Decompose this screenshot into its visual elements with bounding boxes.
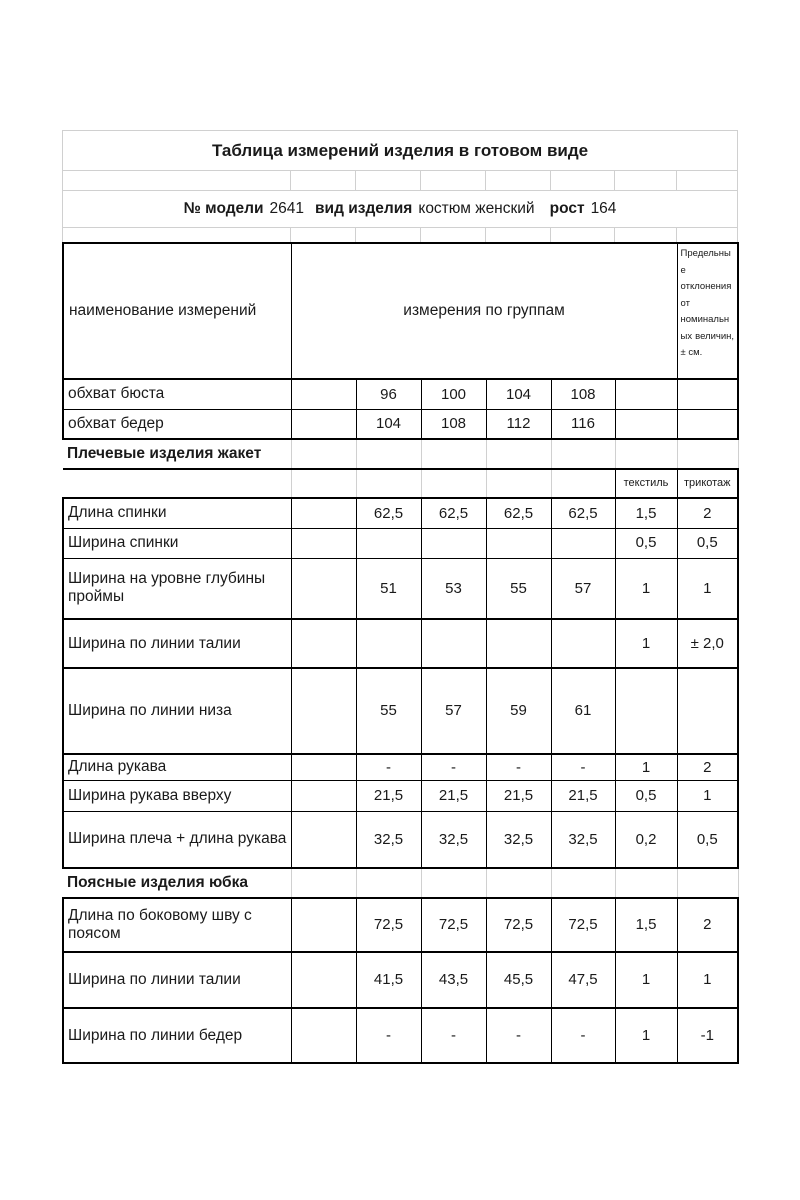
row-label: Длина рукава — [63, 754, 291, 780]
page-title: Таблица измерений изделия в готовом виде — [63, 131, 738, 171]
empty-cell — [291, 811, 356, 868]
empty-cell — [291, 619, 356, 668]
tolerance-value-cell: ± 2,0 — [677, 619, 738, 668]
row-label: Ширина плеча + длина рукава — [63, 811, 291, 868]
tolerance-value-cell: 1 — [677, 952, 738, 1008]
row-label: Длина спинки — [63, 498, 291, 528]
measurement-value-cell: - — [356, 754, 421, 780]
tolerance-value-cell: -1 — [677, 1008, 738, 1063]
measurement-value-cell: 62,5 — [356, 498, 421, 528]
tolerance-value-cell — [677, 668, 738, 754]
table-row — [63, 439, 738, 469]
empty-cell — [421, 228, 486, 243]
table-row — [63, 1008, 738, 1063]
measurement-value-cell: 32,5 — [551, 811, 615, 868]
empty-cell — [291, 558, 356, 619]
column-header-groups: измерения по группам — [291, 243, 677, 379]
empty-cell — [356, 228, 421, 243]
measurement-value-cell: 108 — [421, 409, 486, 439]
model-info-row — [63, 191, 738, 228]
measurement-value-cell — [356, 528, 421, 558]
empty-cell — [291, 1008, 356, 1063]
measurement-value-cell: 53 — [421, 558, 486, 619]
measurement-value-cell: 108 — [551, 379, 615, 409]
empty-cell — [291, 668, 356, 754]
empty-cell — [551, 228, 615, 243]
tolerance-value-cell: 0,5 — [677, 811, 738, 868]
measurement-value-cell: 72,5 — [356, 898, 421, 952]
measurement-value-cell: 72,5 — [421, 898, 486, 952]
tolerance-value-cell: 1 — [677, 558, 738, 619]
measurement-value-cell: - — [421, 754, 486, 780]
measurement-value-cell: 45,5 — [486, 952, 551, 1008]
measurement-value-cell: - — [551, 754, 615, 780]
tolerance-value-cell — [677, 409, 738, 439]
measurement-value-cell: 61 — [551, 668, 615, 754]
tolerance-value-cell: 1 — [615, 558, 677, 619]
row-label: Ширина рукава вверху — [63, 780, 291, 811]
empty-cell — [63, 171, 291, 191]
tolerance-value-cell: 1,5 — [615, 498, 677, 528]
measurement-value-cell: 72,5 — [486, 898, 551, 952]
table-row — [63, 754, 738, 780]
empty-cell — [677, 171, 738, 191]
tolerance-value-cell: 1 — [677, 780, 738, 811]
measurement-value-cell: - — [551, 1008, 615, 1063]
tolerance-value-cell: 0,5 — [677, 528, 738, 558]
tolerance-value-cell: 1 — [615, 1008, 677, 1063]
measurement-value-cell: 21,5 — [356, 780, 421, 811]
row-label: Ширина по линии талии — [63, 952, 291, 1008]
height-label: рост — [549, 200, 585, 218]
tolerance-value-cell: 0,5 — [615, 780, 677, 811]
measurement-value-cell — [486, 619, 551, 668]
table-row — [63, 409, 738, 439]
empty-cell — [291, 498, 356, 528]
measurement-value-cell: 72,5 — [551, 898, 615, 952]
row-label: Длина по боковому шву с поясом — [63, 898, 291, 952]
model-number-label: № модели — [183, 200, 264, 218]
empty-cell — [291, 171, 356, 191]
empty-cell — [291, 780, 356, 811]
tolerance-value-cell: 2 — [677, 498, 738, 528]
measurement-value-cell: 104 — [356, 409, 421, 439]
table-row — [63, 379, 738, 409]
top-grid — [62, 130, 738, 243]
row-label: Ширина по линии бедер — [63, 1008, 291, 1063]
measurement-value-cell — [486, 528, 551, 558]
empty-cell — [615, 228, 677, 243]
empty-cell — [291, 528, 356, 558]
height-value: 164 — [590, 200, 617, 218]
empty-cell — [291, 898, 356, 952]
measurement-value-cell: 41,5 — [356, 952, 421, 1008]
row-label: обхват бюста — [63, 379, 291, 409]
tolerance-value-cell: 1 — [615, 619, 677, 668]
tolerance-value-cell: 2 — [677, 754, 738, 780]
measurement-value-cell: 62,5 — [486, 498, 551, 528]
product-type-label: вид изделия — [315, 200, 413, 218]
measurement-value-cell: 47,5 — [551, 952, 615, 1008]
empty-cell — [291, 952, 356, 1008]
column-header-tolerance: Предельные отклонения от номинальных величин, ± см. — [677, 243, 738, 379]
measurement-table — [62, 242, 739, 1064]
measurement-value-cell: 32,5 — [486, 811, 551, 868]
tolerance-value-cell — [615, 668, 677, 754]
measurement-value-cell: 62,5 — [421, 498, 486, 528]
table-row — [63, 469, 738, 498]
table-row — [63, 898, 738, 952]
empty-cell — [677, 228, 738, 243]
measurement-value-cell: - — [486, 754, 551, 780]
measurement-value-cell: 21,5 — [421, 780, 486, 811]
measurement-value-cell: 112 — [486, 409, 551, 439]
empty-cell — [356, 171, 421, 191]
measurement-value-cell — [551, 619, 615, 668]
textile-column-label: текстиль — [615, 469, 677, 498]
measurement-value-cell: 116 — [551, 409, 615, 439]
table-row — [63, 668, 738, 754]
table-row — [63, 952, 738, 1008]
measurement-value-cell: 96 — [356, 379, 421, 409]
tolerance-value-cell — [615, 379, 677, 409]
measurement-value-cell: 57 — [421, 668, 486, 754]
row-label: Ширина по линии низа — [63, 668, 291, 754]
measurement-value-cell: 21,5 — [551, 780, 615, 811]
tolerance-value-cell — [615, 409, 677, 439]
table-row — [63, 558, 738, 619]
empty-cell — [291, 379, 356, 409]
measurement-value-cell: - — [421, 1008, 486, 1063]
tolerance-value-cell: 0,2 — [615, 811, 677, 868]
measurement-value-cell: 43,5 — [421, 952, 486, 1008]
table-row — [63, 528, 738, 558]
empty-cell — [291, 409, 356, 439]
measurement-value-cell: 100 — [421, 379, 486, 409]
row-label: Ширина спинки — [63, 528, 291, 558]
tolerance-value-cell: 2 — [677, 898, 738, 952]
row-label: Ширина на уровне глубины проймы — [63, 558, 291, 619]
tolerance-value-cell: 1,5 — [615, 898, 677, 952]
empty-cell — [291, 228, 356, 243]
spacer-row — [63, 171, 738, 191]
measurement-value-cell — [356, 619, 421, 668]
tolerance-value-cell: 0,5 — [615, 528, 677, 558]
measurement-value-cell — [421, 528, 486, 558]
empty-cell — [63, 228, 291, 243]
row-label: Ширина по линии талии — [63, 619, 291, 668]
measurement-value-cell: 32,5 — [356, 811, 421, 868]
tolerance-value-cell: 1 — [615, 952, 677, 1008]
tolerance-value-cell: 1 — [615, 754, 677, 780]
empty-cell — [615, 171, 677, 191]
measurement-value-cell: 55 — [356, 668, 421, 754]
measurement-value-cell: - — [486, 1008, 551, 1063]
table-row — [63, 780, 738, 811]
measurement-value-cell: 57 — [551, 558, 615, 619]
empty-cell — [486, 171, 551, 191]
section-header: Поясные изделия юбка — [63, 868, 738, 898]
table-row — [63, 619, 738, 668]
empty-cell — [421, 171, 486, 191]
measurement-value-cell: 51 — [356, 558, 421, 619]
knit-column-label: трикотаж — [677, 469, 738, 498]
measurement-value-cell: 59 — [486, 668, 551, 754]
empty-cell — [291, 754, 356, 780]
measurement-value-cell: 104 — [486, 379, 551, 409]
empty-cell — [551, 171, 615, 191]
column-header-name: наименование измерений — [63, 243, 291, 379]
measurement-value-cell — [551, 528, 615, 558]
product-type-value: костюм женский — [418, 200, 535, 218]
table-row — [63, 498, 738, 528]
tolerance-value-cell — [677, 379, 738, 409]
measurement-value-cell: 62,5 — [551, 498, 615, 528]
measurement-value-cell: - — [356, 1008, 421, 1063]
measurement-value-cell — [421, 619, 486, 668]
model-number-value: 2641 — [269, 200, 305, 218]
table-row — [63, 811, 738, 868]
section-header: Плечевые изделия жакет — [63, 439, 738, 469]
spacer-row — [63, 228, 738, 243]
measurement-value-cell: 55 — [486, 558, 551, 619]
empty-cell — [63, 469, 615, 498]
empty-cell — [486, 228, 551, 243]
measurement-value-cell: 21,5 — [486, 780, 551, 811]
row-label: обхват бедер — [63, 409, 291, 439]
table-row — [63, 868, 738, 898]
measurement-value-cell: 32,5 — [421, 811, 486, 868]
